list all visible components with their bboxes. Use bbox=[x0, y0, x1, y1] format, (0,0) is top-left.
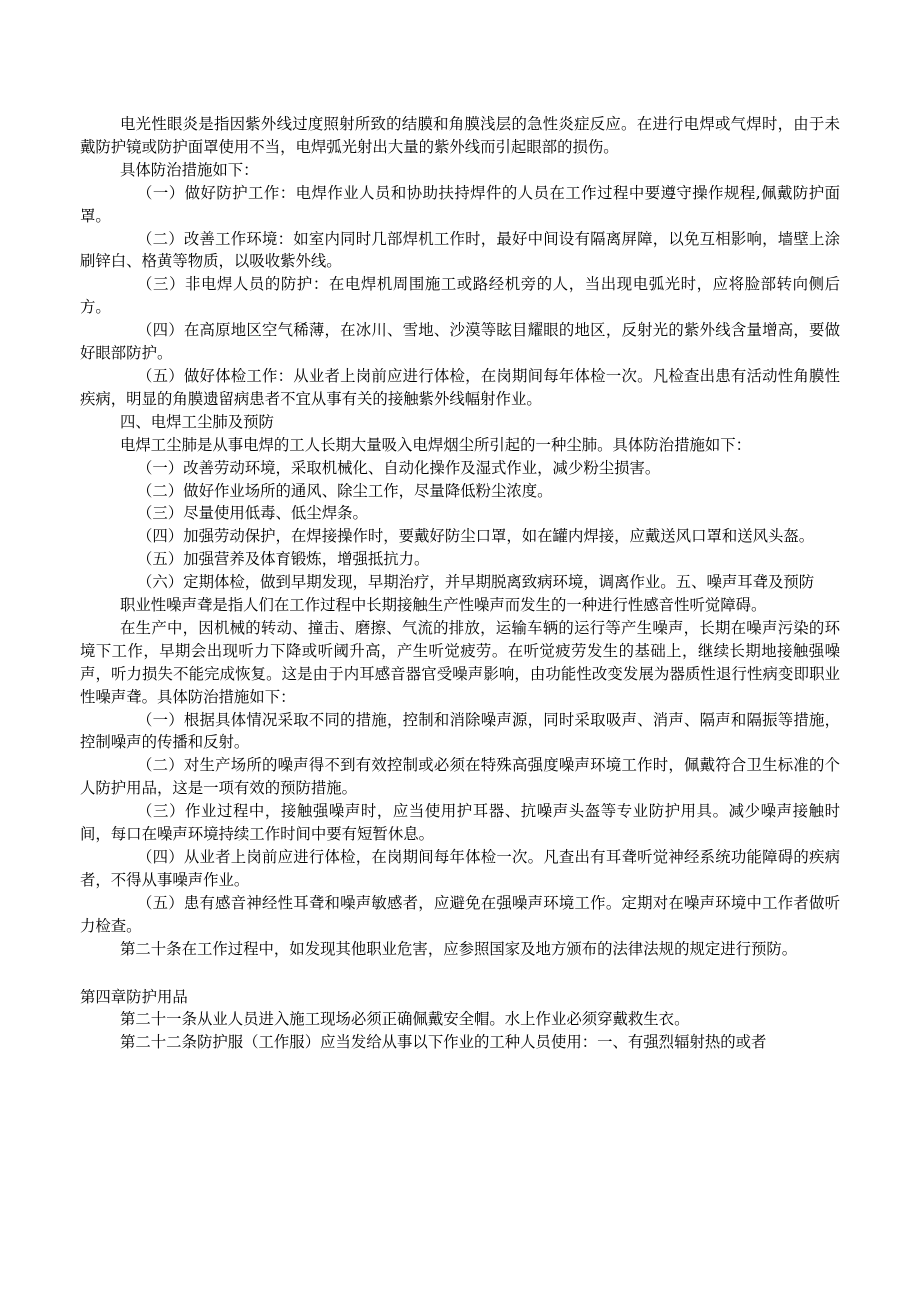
paragraph: 在生产中，因机械的转动、撞击、磨擦、气流的排放，运输车辆的运行等产生噪声，长期在噪声污染的环境下工作，早期会出现听力下降或听阈升高，产生听觉疲劳。在听觉疲劳发生的基础上，继续长期地接触强噪声，听力损失不能完成恢复。这是由于内耳感音器官受噪声影响，由功能性改变发展为器质性退行性病变即职业性噪声聋。具体防治措施如下： bbox=[80, 618, 840, 706]
paragraph: （五）患有感音神经性耳聋和噪声敏感者，应避免在强噪声环境工作。定期对在噪声环境中工作者做听力检查。 bbox=[80, 893, 840, 935]
paragraph: （一）根据具体情况采取不同的措施，控制和消除噪声源，同时采取吸声、消声、隔声和隔振等措施，控制噪声的传播和反射。 bbox=[80, 710, 840, 752]
paragraph: 电焊工尘肺是从事电焊的工人长期大量吸入电焊烟尘所引起的一种尘肺。具体防治措施如下： bbox=[120, 435, 752, 454]
paragraph: （三）尽量使用低毒、低尘焊条。 bbox=[137, 504, 368, 523]
paragraph: 具体防治措施如下： bbox=[120, 160, 259, 179]
paragraph: 第二十二条防护服（工作服）应当发给从事以下作业的工种人员使用：一、有强烈辐射热的或者 bbox=[120, 1033, 767, 1052]
paragraph: （一）改善劳动环境，采取机械化、自动化操作及湿式作业，减少粉尘损害。 bbox=[137, 458, 661, 477]
paragraph: （五）做好体检工作：从业者上岗前应进行体检，在岗期间每年体检一次。凡检查出患有活动性角膜性疾病，明显的角膜遗留病患者不宜从事有关的接触紫外线幅射作业。 bbox=[80, 366, 840, 408]
paragraph: （四）从业者上岗前应进行体检，在岗期间每年体检一次。凡查出有耳聋听觉神经系统功能障碍的疾病者，不得从事噪声作业。 bbox=[80, 848, 840, 889]
section-spacer bbox=[80, 961, 840, 986]
paragraph: （三）作业过程中，接触强噪声时，应当使用护耳器、抗噪声头盔等专业防护用具。减少噪声接触时间，每口在噪声环境持续工作时间中要有短暂休息。 bbox=[80, 802, 840, 844]
paragraph: （二）做好作业场所的通风、除尘工作，尽量降低粉尘浓度。 bbox=[137, 481, 553, 500]
paragraph: （三）非电焊人员的防护：在电焊机周围施工或路经机旁的人，当出现电弧光时，应将脸部转向侧后方。 bbox=[80, 275, 840, 317]
body-text bbox=[80, 113, 840, 961]
paragraph: （六）定期体检，做到早期发现，早期治疗，并早期脱离致病环境，调离作业。五、噪声耳聋及预防 bbox=[137, 573, 815, 592]
paragraph: （五）加强营养及体育锻炼，增强抵抗力。 bbox=[137, 550, 430, 569]
paragraph: 职业性噪声聋是指人们在工作过程中长期接触生产性噪声而发生的一种进行性感音性听觉障碍。 bbox=[120, 596, 767, 615]
paragraph: 电光性眼炎是指因紫外线过度照射所致的结膜和角膜浅层的急性炎症反应。在进行电焊或气焊时，由于未戴防护镜或防护面罩使用不当，电焊弧光射出大量的紫外线而引起眼部的损伤。 bbox=[80, 115, 840, 156]
paragraph: （四）加强劳动保护，在焊接操作时，要戴好防尘口罩，如在罐内焊接，应戴送风口罩和送风头盔。 bbox=[137, 527, 815, 546]
paragraph: 第二十一条从业人员进入施工现场必须正确佩戴安全帽。水上作业必须穿戴救生衣。 bbox=[120, 1010, 690, 1029]
paragraph: （一）做好防护工作：电焊作业人员和协助扶持焊件的人员在工作过程中要遵守操作规程,佩戴防护面罩。 bbox=[80, 183, 840, 225]
paragraph: （二）改善工作环境：如室内同时几部焊机工作时，最好中间设有隔离屏障，以免互相影响，墙壁上涂刷锌白、格黄等物质，以吸收紫外线。 bbox=[80, 229, 840, 271]
chapter-body-text bbox=[80, 1008, 840, 1054]
paragraph: 四、电焊工尘肺及预防 bbox=[120, 412, 274, 431]
paragraph: （四）在高原地区空气稀薄，在冰川、雪地、沙漠等眩目耀眼的地区，反射光的紫外线含量增高，要做好眼部防护。 bbox=[80, 321, 840, 363]
paragraph: （二）对生产场所的噪声得不到有效控制或必须在特殊高强度噪声环境工作时，佩戴符合卫生标准的个人防护用品，这是一项有效的预防措施。 bbox=[80, 756, 840, 798]
paragraph: 第二十条在工作过程中，如发现其他职业危害，应参照国家及地方颁布的法律法规的规定进行预防。 bbox=[120, 939, 798, 958]
chapter-heading: 第四章防护用品 bbox=[80, 987, 188, 1006]
